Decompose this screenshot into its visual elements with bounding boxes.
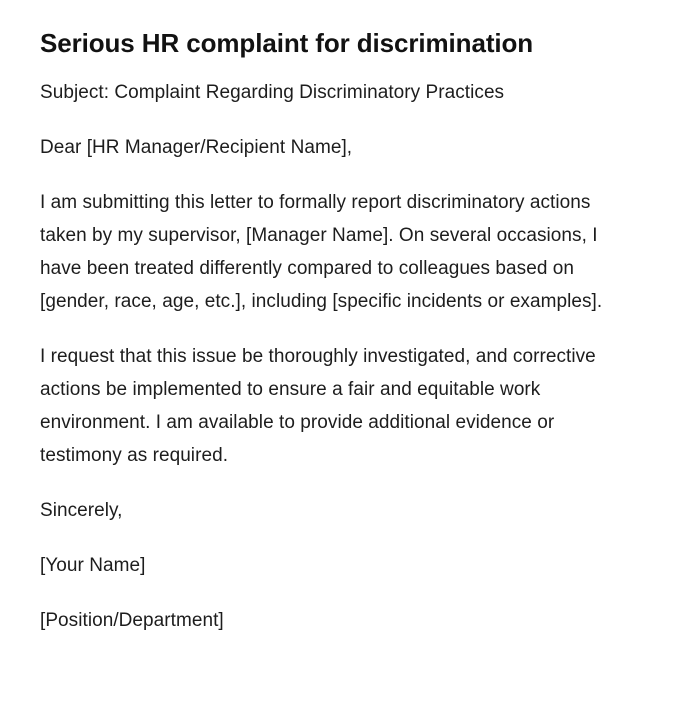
paragraph-signature-name: [Your Name] [40, 555, 146, 576]
paragraph-subject: Subject: Complaint Regarding Discriminatory Practices [40, 82, 505, 103]
page-title: Serious HR complaint for discrimination [40, 28, 534, 58]
paragraph-signature-position: [Position/Department] [40, 610, 224, 631]
paragraph-complaint-details: I am submitting this letter to formally report discriminatory actions taken by my supervisor, [Manager Name]. On several occasions, I have been treated differently compared to colleagues based on [gender, race, age, etc.], including [specific incidents or examples]. [40, 192, 603, 312]
paragraph-request: I request that this issue be thoroughly investigated, and corrective actions be implemented to ensure a fair and equitable work environment. I am available to provide additional evidence or testimony as required. [40, 346, 596, 466]
paragraph-salutation: Dear [HR Manager/Recipient Name], [40, 137, 353, 158]
document-body [40, 76, 620, 637]
paragraph-closing: Sincerely, [40, 500, 123, 521]
